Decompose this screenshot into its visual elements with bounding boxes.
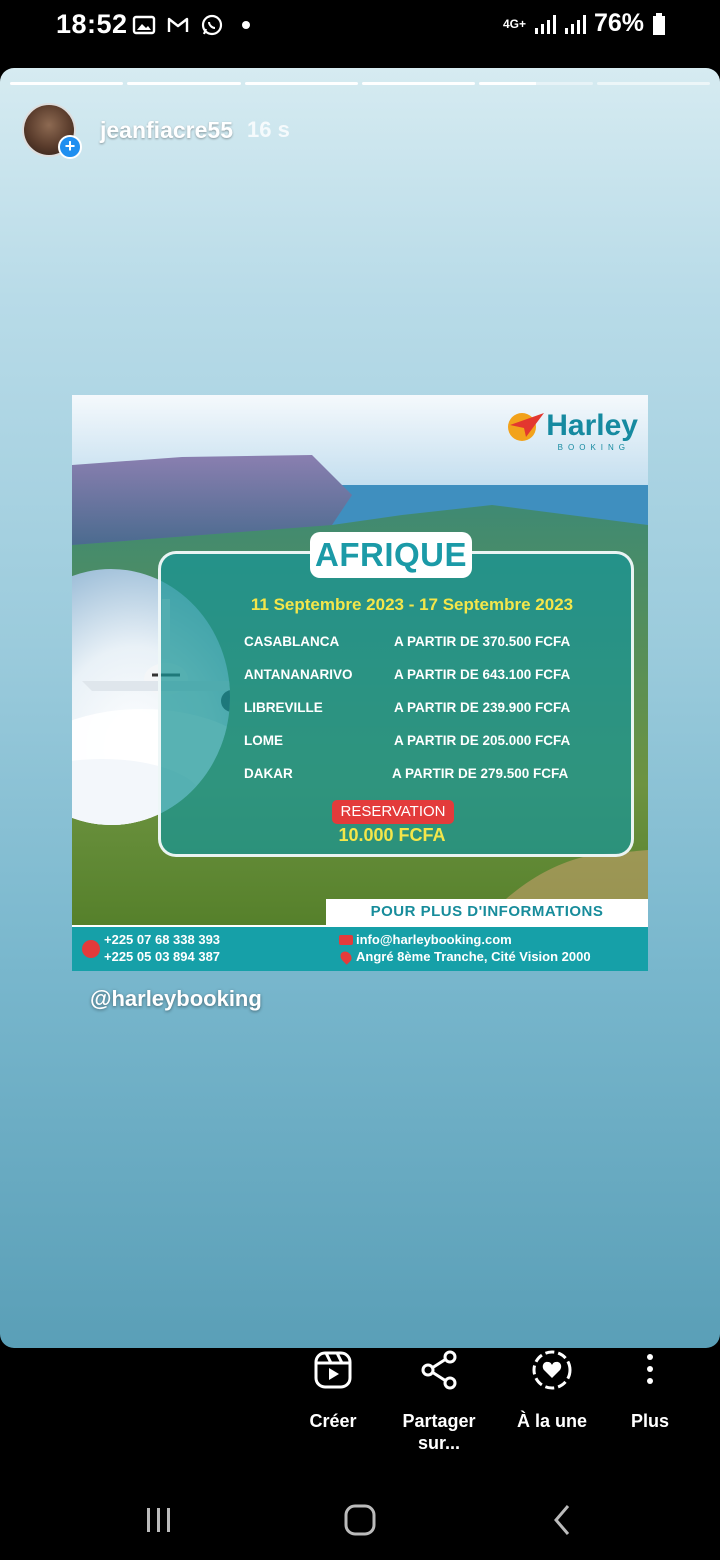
progress-segment [127,82,240,85]
route-city: ANTANANARIVO [244,667,353,682]
route-city: CASABLANCA [244,634,340,649]
create-label: Créer [309,1411,357,1431]
more-label: Plus [630,1411,669,1431]
reels-icon [311,1348,355,1392]
signal-icon [534,12,556,36]
highlight-icon [530,1348,574,1392]
info-heading: POUR PLUS D'INFORMATIONS [326,899,648,925]
create-button[interactable] [278,1348,388,1432]
route-row [244,667,584,687]
home-icon[interactable] [340,1500,380,1540]
story-viewer[interactable] [0,68,720,1348]
logo-subtext: BOOKING [557,443,630,452]
mail-icon [339,935,353,945]
signal-icon-2 [564,12,586,36]
battery-percent: 76% [593,9,644,37]
phone-number: +225 07 68 338 393 [104,932,221,947]
share-label: Partager sur... [402,1411,476,1453]
share-icon [417,1348,461,1392]
more-button[interactable] [595,1348,705,1432]
recent-apps-icon[interactable] [139,1500,179,1540]
share-button[interactable] [384,1348,494,1454]
contact-details [356,931,591,965]
travel-dates: 11 Septembre 2023 - 17 Septembre 2023 [250,595,574,614]
add-story-icon[interactable]: + [58,135,82,159]
progress-segment-current [479,82,592,85]
gallery-icon [132,13,156,37]
dot-icon [234,13,258,37]
mention-tag[interactable]: @harleybooking [90,986,262,1011]
contact-bar [72,925,648,971]
status-right [503,9,666,38]
paper-plane-logo-icon [504,409,546,443]
route-price: A PARTIR DE 370.500 FCFA [394,634,571,649]
back-icon[interactable] [542,1500,582,1540]
route-row [244,634,584,654]
route-row [244,733,584,753]
more-icon [628,1348,672,1392]
highlight-button[interactable] [497,1348,607,1432]
destination-title: AFRIQUE [310,532,472,578]
phone-numbers [104,931,220,965]
route-row [244,700,584,720]
phone-number: +225 05 03 894 387 [104,949,221,964]
system-navbar [0,1480,720,1560]
progress-segment [10,82,123,85]
whatsapp-icon [200,13,224,37]
phone-icon [82,940,100,958]
network-label: 4G+ [502,16,526,31]
route-price: A PARTIR DE 239.900 FCFA [394,700,571,715]
story-actions [0,1348,720,1468]
reservation-label: RESERVATION [332,800,454,824]
logo-text: Harley [546,409,638,442]
progress-segment [597,82,710,85]
route-row [244,766,584,786]
route-city: LOME [244,733,283,748]
story-progress [10,82,710,85]
story-header [22,102,290,158]
route-price: A PARTIR DE 643.100 FCFA [394,667,571,682]
email-address: info@harleybooking.com [356,932,512,947]
gmail-icon [166,13,190,37]
status-bar [0,0,720,56]
route-city: LIBREVILLE [244,700,323,715]
progress-segment [362,82,475,85]
highlight-label: À la une [516,1411,587,1431]
notification-icons [132,13,258,37]
avatar[interactable] [22,103,76,157]
route-city: DAKAR [244,766,293,781]
route-price: A PARTIR DE 205.000 FCFA [394,733,571,748]
progress-segment [245,82,358,85]
battery-icon [652,12,666,36]
status-time: 18:52 [56,9,128,39]
story-timestamp: 16 s [246,117,290,142]
route-price: A PARTIR DE 279.500 FCFA [392,766,569,781]
reservation-price: 10.000 FCFA [338,825,446,845]
harley-logo [504,409,638,443]
street-address: Angré 8ème Tranche, Cité Vision 2000 [356,949,591,964]
username[interactable]: jeanfiacre55 [100,116,233,143]
ad-poster [72,395,648,971]
location-pin-icon [338,949,354,965]
